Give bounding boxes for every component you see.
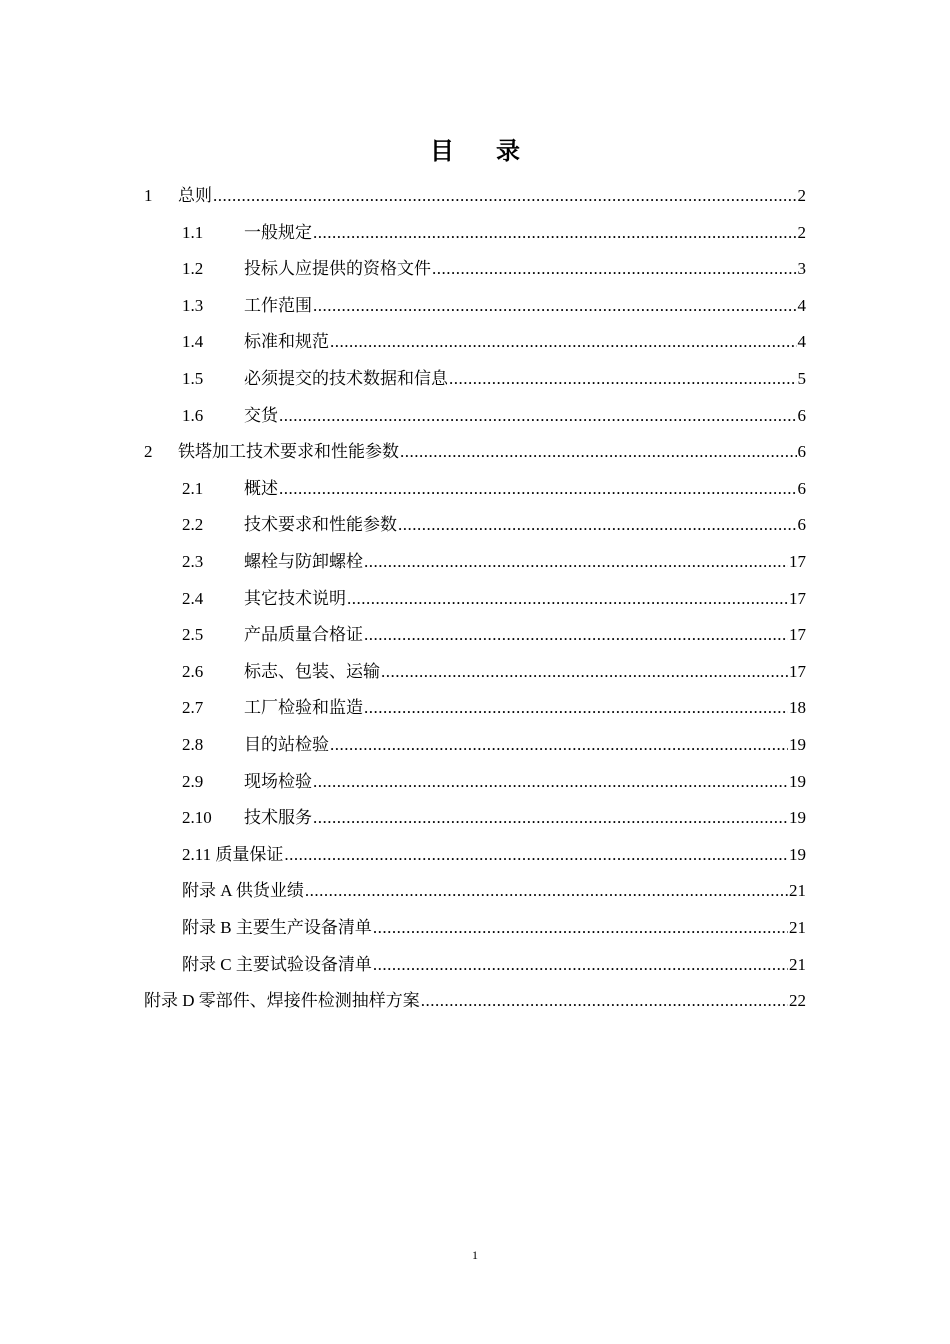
toc-entry[interactable] xyxy=(182,403,806,429)
toc-entry-number: 1.5 xyxy=(182,369,204,388)
toc-leader-dots xyxy=(330,329,797,355)
toc-leader-dots xyxy=(305,878,788,904)
toc-entry-page: 21 xyxy=(789,918,806,937)
toc-leader-dots xyxy=(373,915,788,941)
toc-entry-title: 概述 xyxy=(244,478,278,498)
toc-entry-number: 1.2 xyxy=(182,259,204,279)
toc-entry-title: 技术服务 xyxy=(244,808,312,828)
page-title: 目录 xyxy=(430,139,562,165)
toc-entry[interactable] xyxy=(182,878,806,904)
toc-leader-dots xyxy=(364,549,788,575)
toc-entry-title: 投标人应提供的资格文件 xyxy=(244,259,431,279)
toc-entry-title: 交货 xyxy=(244,405,278,425)
toc-leader-dots xyxy=(449,366,797,392)
toc-entry[interactable] xyxy=(182,732,806,758)
toc-entry-page: 17 xyxy=(789,588,806,608)
toc-entry-page: 19 xyxy=(789,735,806,754)
toc-leader-dots xyxy=(400,439,797,465)
toc-entry-page: 6 xyxy=(797,478,806,498)
toc-entry-title: 总则 xyxy=(178,186,212,205)
toc-entry-page: 21 xyxy=(789,954,806,974)
toc-entry[interactable] xyxy=(182,659,806,685)
toc-leader-dots xyxy=(432,256,797,282)
toc-leader-dots xyxy=(313,293,797,319)
toc-entry[interactable] xyxy=(182,842,806,868)
toc-entry-number: 1.3 xyxy=(182,295,204,315)
toc-leader-dots xyxy=(373,952,788,978)
toc-entry-page: 6 xyxy=(797,405,806,425)
toc-entry-title: 附录 D 零部件、焊接件检测抽样方案 xyxy=(144,991,420,1011)
toc-entry-title: 现场检验 xyxy=(244,771,312,791)
toc-entry-number: 2 xyxy=(144,442,153,462)
toc-entry-title: 2.11 质量保证 xyxy=(182,844,284,864)
toc-entry-page: 4 xyxy=(797,295,806,315)
toc-entry[interactable] xyxy=(182,220,806,246)
toc-entry-page: 19 xyxy=(789,844,806,864)
toc-leader-dots xyxy=(313,220,797,246)
toc-entry-page: 5 xyxy=(797,369,806,388)
toc-entry[interactable] xyxy=(144,988,806,1014)
toc-entry-title: 产品质量合格证 xyxy=(244,625,363,645)
toc-leader-dots xyxy=(398,512,797,538)
toc-entry[interactable] xyxy=(182,769,806,795)
toc-leader-dots xyxy=(421,988,788,1014)
toc-entry-page: 22 xyxy=(789,991,806,1011)
toc-entry[interactable] xyxy=(182,805,806,831)
toc-leader-dots xyxy=(313,805,788,831)
toc-entry-number: 1.4 xyxy=(182,332,204,352)
toc-entry[interactable] xyxy=(182,695,806,721)
toc-leader-dots xyxy=(381,659,788,685)
toc-entry[interactable] xyxy=(144,439,806,465)
toc-entry[interactable] xyxy=(182,476,806,502)
toc-entry-number: 2.5 xyxy=(182,625,204,645)
toc-entry-number: 1.1 xyxy=(182,222,204,242)
toc-entry-number: 1.6 xyxy=(182,405,204,425)
toc-entry[interactable] xyxy=(144,183,806,209)
toc-entry-page: 17 xyxy=(789,625,806,645)
toc-entry[interactable] xyxy=(182,329,806,355)
toc-entry-page: 6 xyxy=(797,442,806,462)
toc-entry-page: 3 xyxy=(797,259,806,279)
toc-entry-number: 1 xyxy=(144,186,153,205)
toc-leader-dots xyxy=(364,695,788,721)
toc-leader-dots xyxy=(347,586,788,612)
toc-entry-number: 2.9 xyxy=(182,771,204,791)
toc-entry-title: 螺栓与防卸螺栓 xyxy=(244,552,363,571)
toc-leader-dots xyxy=(213,183,797,209)
toc-leader-dots xyxy=(330,732,788,758)
toc-entry[interactable] xyxy=(182,256,806,282)
toc-entry-title: 一般规定 xyxy=(244,222,312,242)
toc-entry-title: 标志、包装、运输 xyxy=(244,661,380,681)
toc-entry-number: 2.7 xyxy=(182,698,204,718)
toc-entry-title: 附录 B 主要生产设备清单 xyxy=(182,918,372,937)
toc-entry-number: 2.6 xyxy=(182,661,204,681)
toc-entry-page: 21 xyxy=(789,881,806,901)
toc-entry-title: 技术要求和性能参数 xyxy=(244,515,397,535)
toc-entry[interactable] xyxy=(182,549,806,575)
toc-entry-title: 工厂检验和监造 xyxy=(244,698,363,718)
toc-entry-page: 18 xyxy=(789,698,806,718)
toc-entry-title: 附录 A 供货业绩 xyxy=(182,881,304,901)
toc-entry-title: 必须提交的技术数据和信息 xyxy=(244,369,448,388)
toc-entry[interactable] xyxy=(182,952,806,978)
toc-entry-number: 2.3 xyxy=(182,552,204,571)
toc-entry-title: 铁塔加工技术要求和性能参数 xyxy=(178,442,399,462)
toc-entry-number: 2.4 xyxy=(182,588,204,608)
toc-entry-page: 4 xyxy=(797,332,806,352)
toc-leader-dots xyxy=(364,622,788,648)
toc-entry[interactable] xyxy=(182,915,806,941)
toc-entry-page: 19 xyxy=(789,808,806,828)
toc-entry-number: 2.8 xyxy=(182,735,204,754)
toc-leader-dots xyxy=(279,476,797,502)
toc-entry-page: 17 xyxy=(789,661,806,681)
toc-entry-page: 6 xyxy=(797,515,806,535)
toc-entry-number: 2.2 xyxy=(182,515,204,535)
toc-entry[interactable] xyxy=(182,622,806,648)
toc-entry[interactable] xyxy=(182,512,806,538)
toc-entry[interactable] xyxy=(182,366,806,392)
toc-entry-page: 2 xyxy=(797,222,806,242)
toc-entry[interactable] xyxy=(182,586,806,612)
toc-leader-dots xyxy=(279,403,797,429)
toc-leader-dots xyxy=(313,769,788,795)
toc-entry-number: 2.10 xyxy=(182,808,212,828)
toc-entry[interactable] xyxy=(182,293,806,319)
toc-entry-title: 其它技术说明 xyxy=(244,588,346,608)
toc-entry-page: 19 xyxy=(789,771,806,791)
toc-entry-number: 2.1 xyxy=(182,478,204,498)
toc-entry-title: 附录 C 主要试验设备清单 xyxy=(182,954,372,974)
toc-entry-title: 工作范围 xyxy=(244,295,312,315)
toc-entry-page: 2 xyxy=(797,186,806,205)
page-number: 1 xyxy=(472,1248,478,1262)
toc-entry-title: 目的站检验 xyxy=(244,735,329,754)
toc-entry-title: 标准和规范 xyxy=(244,332,329,352)
toc-entry-page: 17 xyxy=(789,552,806,571)
toc-leader-dots xyxy=(284,842,788,868)
